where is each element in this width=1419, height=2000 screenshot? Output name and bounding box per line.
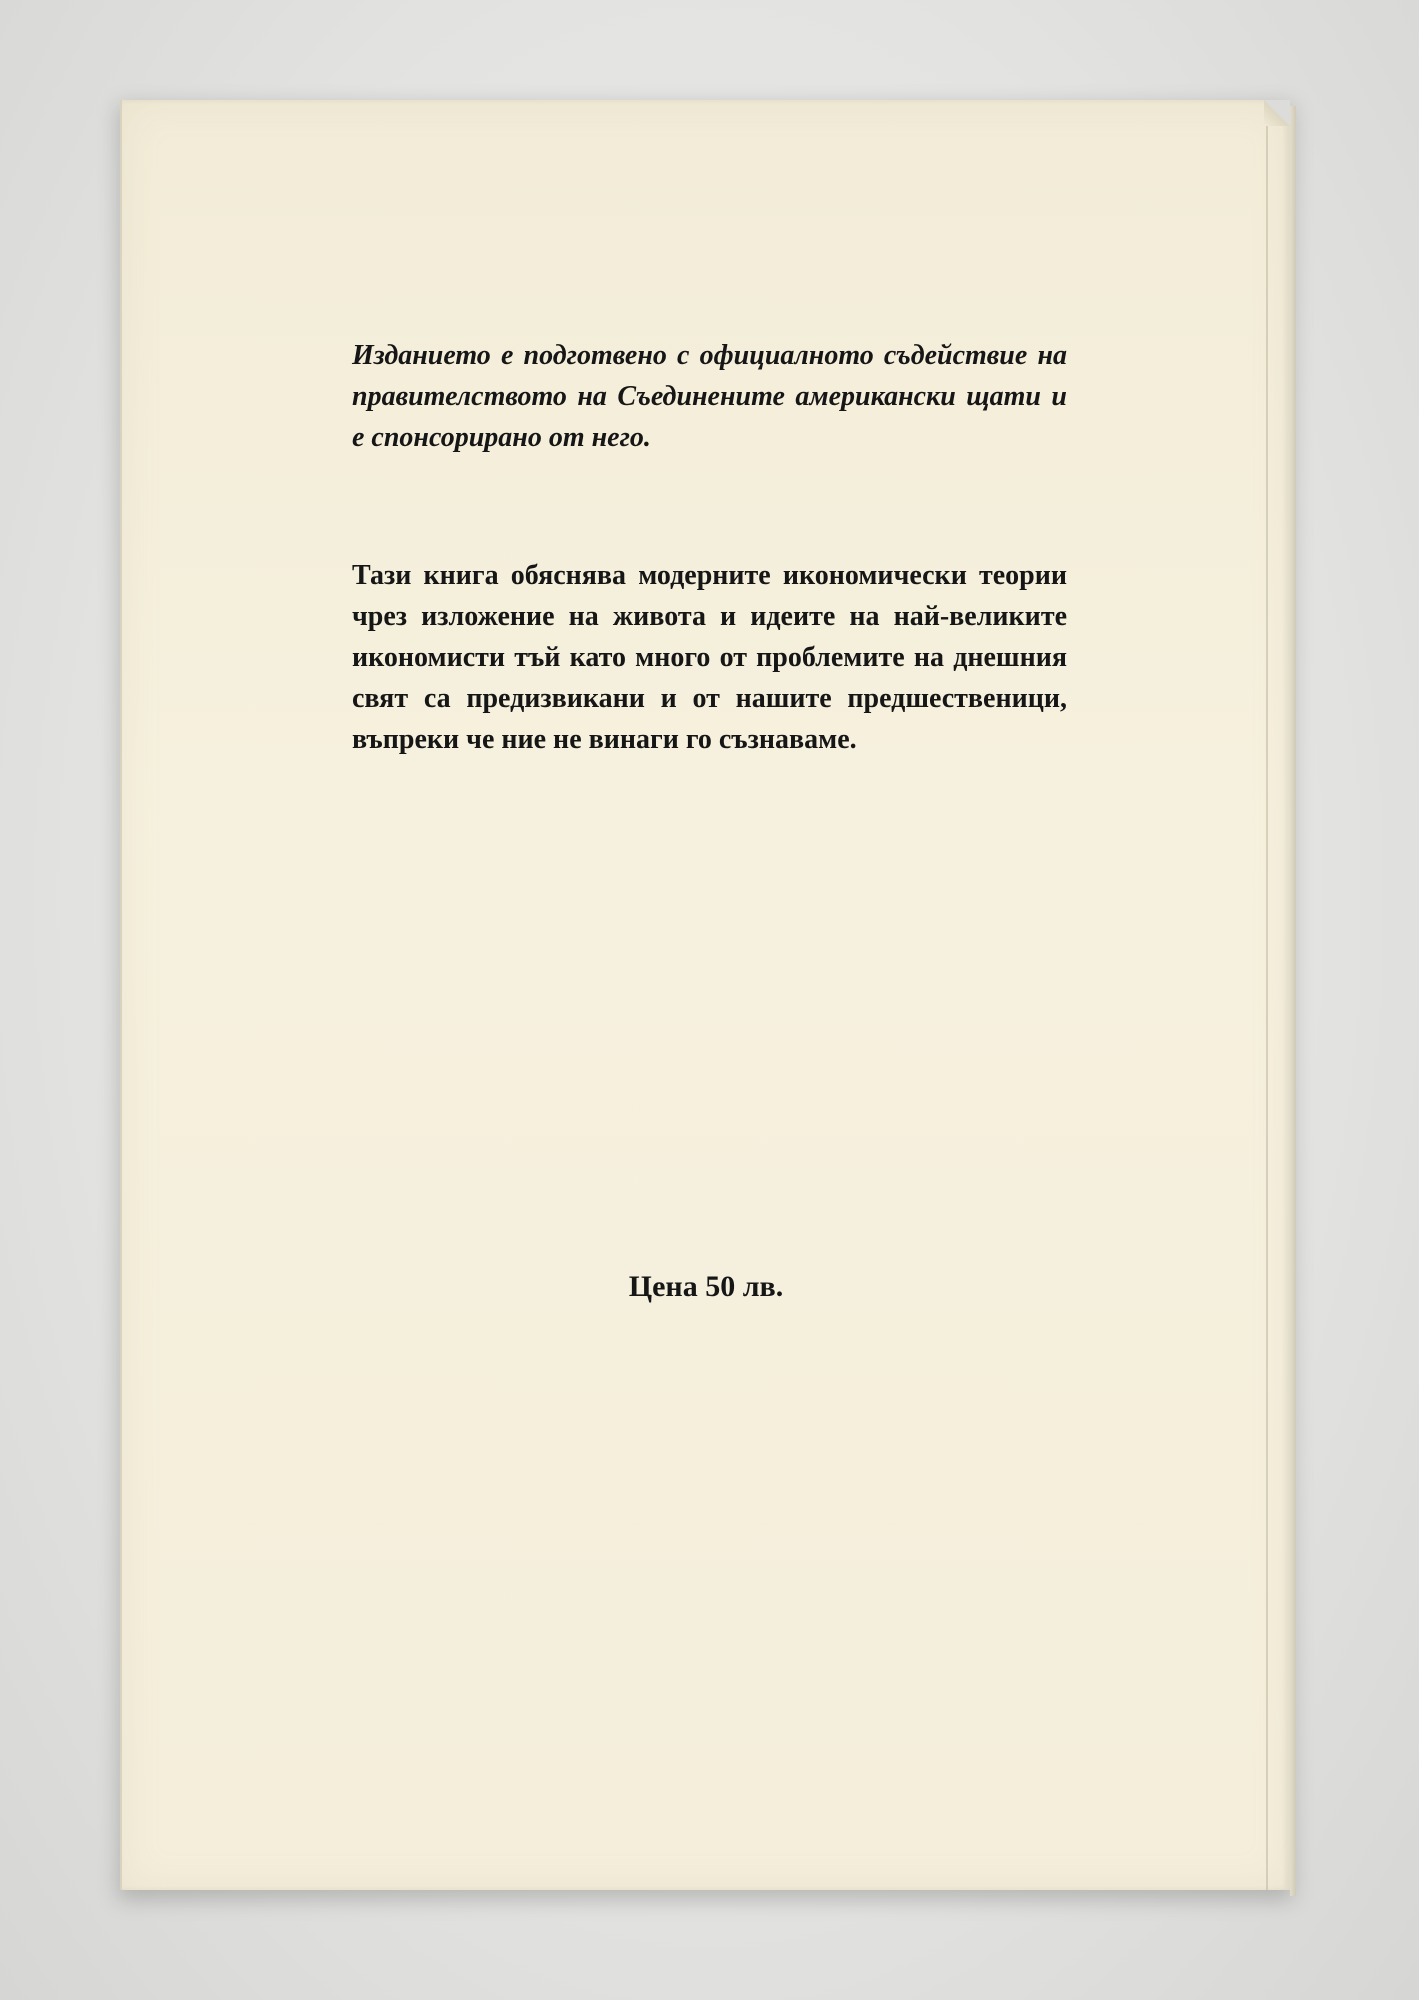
bent-corner [1264, 100, 1290, 126]
cover-crease [1266, 100, 1268, 1890]
book-back-cover [120, 100, 1290, 1890]
price-label: Цена 50 лв. [628, 1270, 784, 1303]
sponsorship-note: Изданието е подготвено с официалното съдействие на правителството на Съединените американски щати и е спонсорирано от него. [352, 340, 1067, 453]
page-edge [1290, 106, 1296, 1896]
book-description: Тази книга обяснява модерните икономически теории чрез изложение на живота и идеите на най-великите икономисти тъй като много от проблемите на днешния свят са предизвикани и от нашите предшественици, въпреки че ние не винаги го съзнаваме. [352, 560, 1067, 755]
